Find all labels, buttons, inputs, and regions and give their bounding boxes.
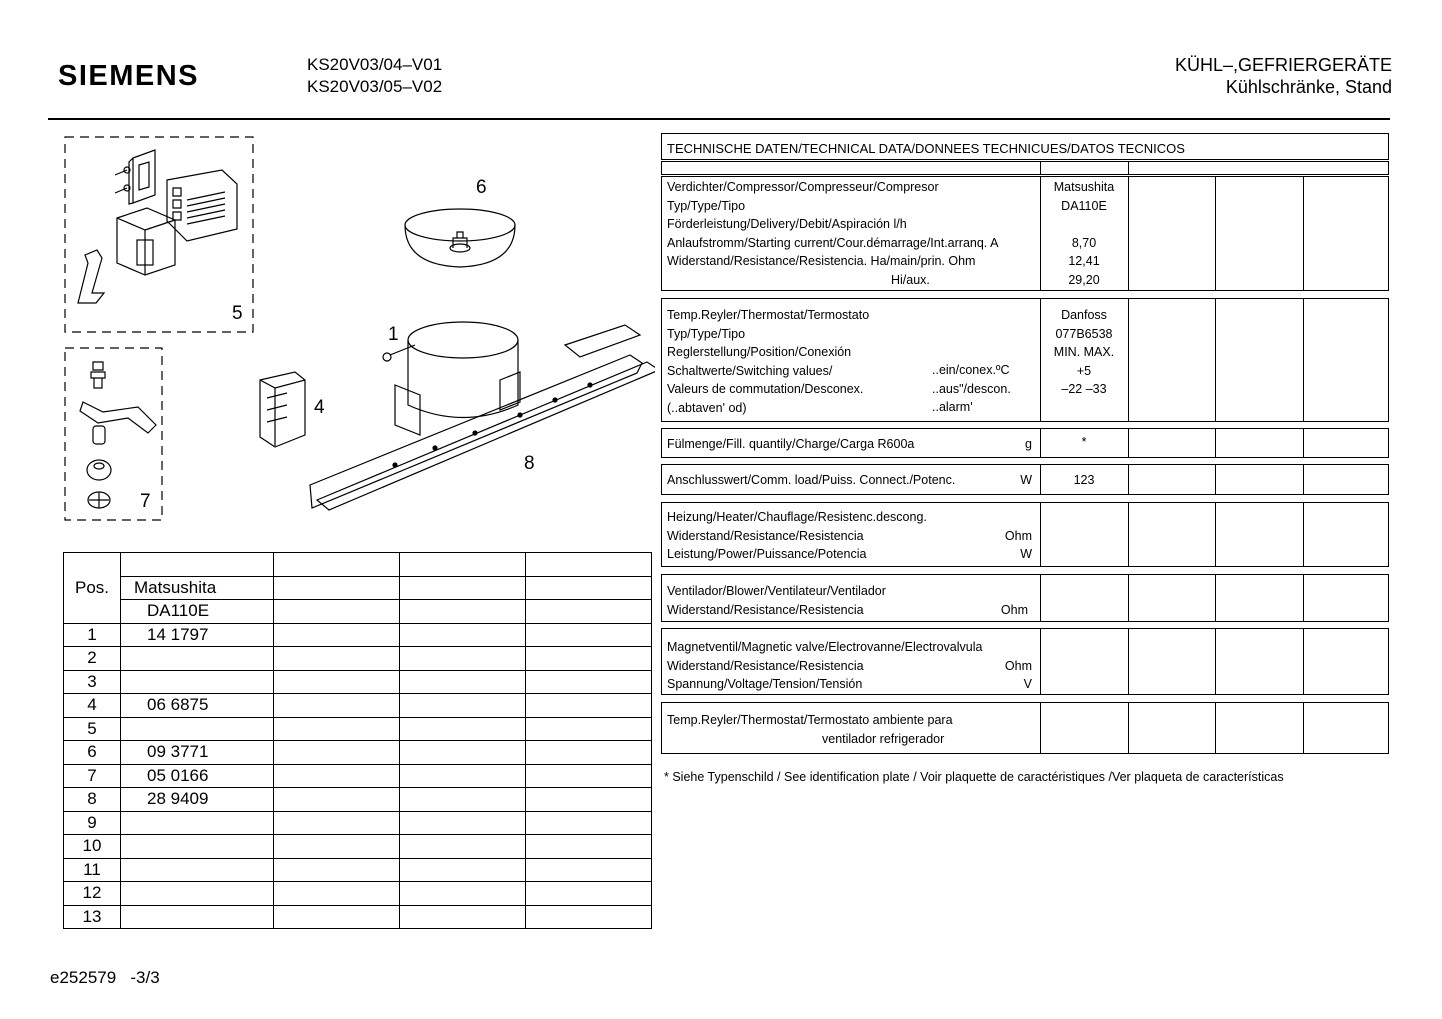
callout-8: 8 [524, 453, 535, 474]
category-title: KÜHL–,GEFRIERGERÄTE [1174, 55, 1392, 75]
table-row [64, 741, 652, 765]
thermostat-values: Danfoss 077B6538 MIN. MAX. +5 –22 –33 [1053, 308, 1115, 396]
heater-section [661, 502, 1389, 567]
valve-labels: Magnetventil/Magnetic valve/Electrovanne/Electrovalvula Widerstand/Resistance/Resistencia Spannung/Voltage/Tension/Tensión [667, 640, 983, 691]
pos-cell: 4 [64, 694, 121, 718]
table-row [64, 882, 652, 906]
table-row [64, 576, 652, 600]
document-code: e252579 -3/3 [50, 968, 160, 987]
table-row [64, 553, 652, 577]
part-number-cell [121, 858, 274, 882]
compressor-values: Matsushita DA110E 8,70 12,41 29,20 [1053, 180, 1115, 287]
charge-section [661, 428, 1389, 458]
pos-cell: 7 [64, 764, 121, 788]
pos-cell: 2 [64, 647, 121, 671]
pos-cell: 5 [64, 717, 121, 741]
load-value: 123 [1073, 473, 1095, 487]
part-number-cell: 09 3771 [121, 741, 274, 765]
callout-4: 4 [314, 397, 325, 418]
table-row [64, 858, 652, 882]
part-number-cell: 14 1797 [121, 623, 274, 647]
part-number-cell [121, 835, 274, 859]
valve-section [661, 628, 1389, 695]
brand-logo: SIEMENS [58, 60, 200, 92]
pos-cell: 12 [64, 882, 121, 906]
pos-cell: 1 [64, 623, 121, 647]
load-section [661, 464, 1389, 495]
callout-7: 7 [140, 491, 151, 512]
valve-units: Ohm V [1004, 658, 1032, 691]
load-label: Anschlusswert/Comm. load/Puiss. Connect./Potenc. [667, 473, 956, 487]
charge-unit: g [1025, 437, 1032, 451]
charge-value: * [1081, 435, 1087, 449]
charge-label: Fülmenge/Fill. quantily/Charge/Carga R600a [667, 437, 915, 451]
part-number-cell [121, 882, 274, 906]
part-number-cell [121, 811, 274, 835]
callout-5: 5 [232, 303, 243, 324]
table-row [64, 647, 652, 671]
model-header: DA110E [121, 600, 274, 624]
model-number-2: KS20V03/05–V02 [307, 77, 443, 96]
table-row [64, 694, 652, 718]
pos-header: Pos. [64, 553, 121, 624]
tech-data-title: TECHNISCHE DATEN/TECHNICAL DATA/DONNEES TECHNICUES/DATOS TECNICOS [667, 141, 1185, 156]
pos-cell: 6 [64, 741, 121, 765]
callout-6: 6 [476, 177, 487, 198]
table-row [64, 811, 652, 835]
ambient-labels: Temp.Reyler/Thermostat/Termostato ambiente para ventilador refrigerador [667, 713, 953, 746]
compressor-labels: Verdichter/Compressor/Compresseur/Compresor Typ/Type/Tipo Förderleistung/Delivery/Debit/Aspiración l/h Anlaufstromm/Starting current/Cour.démarrage/Int.arranq. A Widerstand/Resistance/Resistencia. Ha/main/prin. Ohm Hi/aux. [667, 180, 999, 287]
part-number-cell [121, 717, 274, 741]
part-number-cell [121, 670, 274, 694]
thermostat-section [661, 298, 1389, 422]
table-row [64, 623, 652, 647]
identification-note: * Siehe Typenschild / See identification plate / Voir plaquette de caractéristiques /Ver plaqueta de características [664, 770, 1284, 784]
part-number-cell: 28 9409 [121, 788, 274, 812]
heater-units: Ohm W [1004, 528, 1032, 561]
table-row [64, 670, 652, 694]
part-number-cell: 06 6875 [121, 694, 274, 718]
heater-labels: Heizung/Heater/Chauflage/Resistenc.descong. Widerstand/Resistance/Resistencia Leistung/Power/Puissance/Potencia [667, 510, 927, 561]
header-divider [48, 118, 1390, 120]
parts-table [63, 552, 652, 929]
table-row [64, 788, 652, 812]
blower-section [661, 574, 1389, 622]
brand-header: Matsushita [121, 576, 274, 600]
pos-cell: 8 [64, 788, 121, 812]
table-row [64, 717, 652, 741]
blower-units: Ohm [1000, 602, 1028, 617]
ambient-thermostat-section [661, 702, 1389, 754]
table-row [64, 764, 652, 788]
category-subtitle: Kühlschränke, Stand [1225, 77, 1392, 97]
pos-cell: 11 [64, 858, 121, 882]
thermostat-labels: Temp.Reyler/Thermostat/Termostato Typ/Type/Tipo Reglerstellung/Position/Conexión Schaltwerte/Switching values/ Valeurs de commutation/Desconex. (..abtaven' od) [667, 308, 870, 415]
model-number-1: KS20V03/04–V01 [307, 55, 443, 74]
exploded-parts-diagram [55, 130, 655, 530]
table-row [64, 600, 652, 624]
part-number-cell [121, 905, 274, 929]
part-number-cell: 05 0166 [121, 764, 274, 788]
thermostat-sub-labels: ..ein/conex.ºC ..aus"/descon. ..alarm' [932, 363, 1011, 414]
table-row [64, 905, 652, 929]
pos-cell: 3 [64, 670, 121, 694]
blower-labels: Ventilador/Blower/Ventilateur/Ventilador Widerstand/Resistance/Resistencia [667, 584, 886, 617]
compressor-section [661, 176, 1389, 291]
pos-cell: 13 [64, 905, 121, 929]
table-row [64, 835, 652, 859]
pos-cell: 10 [64, 835, 121, 859]
load-unit: W [1020, 473, 1032, 487]
tech-column-header [661, 161, 1389, 175]
pos-cell: 9 [64, 811, 121, 835]
part-number-cell [121, 647, 274, 671]
callout-1: 1 [388, 324, 399, 345]
